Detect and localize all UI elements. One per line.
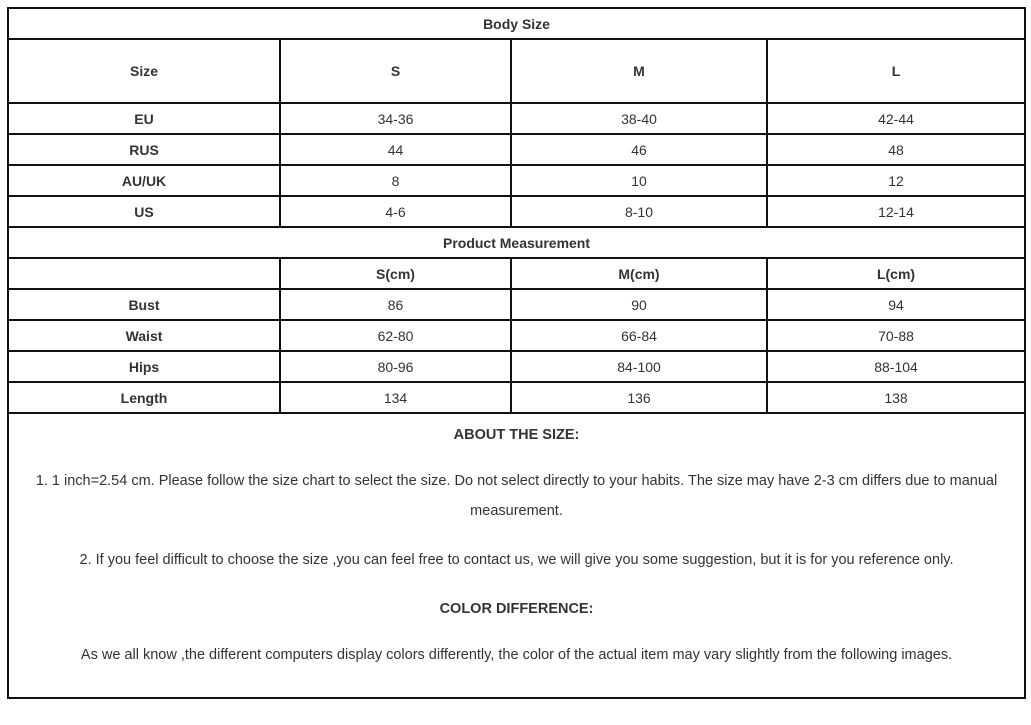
header-cell: Size (8, 39, 280, 103)
row-label: Hips (8, 351, 280, 382)
header-cell: M(cm) (511, 258, 767, 289)
table-cell: 88-104 (767, 351, 1025, 382)
table-cell: 90 (511, 289, 767, 320)
row-label: RUS (8, 134, 280, 165)
table-cell: 8 (280, 165, 511, 196)
table-cell: 12 (767, 165, 1025, 196)
header-cell: S (280, 39, 511, 103)
table-row (8, 320, 1025, 351)
table-cell: 42-44 (767, 103, 1025, 134)
body-size-header-row (8, 39, 1025, 103)
row-label: AU/UK (8, 165, 280, 196)
table-row (8, 196, 1025, 227)
table-cell: 62-80 (280, 320, 511, 351)
table-cell: 70-88 (767, 320, 1025, 351)
table-row (8, 134, 1025, 165)
header-cell: S(cm) (280, 258, 511, 289)
table-cell: 138 (767, 382, 1025, 413)
table-cell: 86 (280, 289, 511, 320)
table-cell: 34-36 (280, 103, 511, 134)
row-label: Bust (8, 289, 280, 320)
row-label: Waist (8, 320, 280, 351)
row-label: US (8, 196, 280, 227)
note-2: 2. If you feel difficult to choose the size ,you can feel free to contact us, we will give you some suggestion, but it is for you reference only. (79, 552, 954, 568)
table-cell: 8-10 (511, 196, 767, 227)
table-row (8, 103, 1025, 134)
product-header-row (8, 258, 1025, 289)
size-chart-table (7, 7, 1026, 699)
color-difference-heading: COLOR DIFFERENCE: (439, 601, 594, 617)
table-cell: 84-100 (511, 351, 767, 382)
table-cell: 46 (511, 134, 767, 165)
body-size-title: Body Size (8, 8, 1025, 39)
header-cell: M (511, 39, 767, 103)
table-cell: 80-96 (280, 351, 511, 382)
notes-section (8, 413, 1025, 698)
table-row (8, 351, 1025, 382)
table-row (8, 289, 1025, 320)
row-label: Length (8, 382, 280, 413)
table-cell: 94 (767, 289, 1025, 320)
table-cell: 44 (280, 134, 511, 165)
product-measurement-title: Product Measurement (8, 227, 1025, 258)
about-size-heading: ABOUT THE SIZE: (453, 427, 580, 443)
note-1: 1. 1 inch=2.54 cm. Please follow the size chart to select the size. Do not select directly to your habits. The size may have 2-3 cm differs due to manual measurement. (35, 473, 998, 519)
table-cell: 38-40 (511, 103, 767, 134)
row-label: EU (8, 103, 280, 134)
header-cell: L (767, 39, 1025, 103)
table-row (8, 165, 1025, 196)
table-cell: 4-6 (280, 196, 511, 227)
table-cell: 10 (511, 165, 767, 196)
header-cell (8, 258, 280, 289)
table-cell: 136 (511, 382, 767, 413)
header-cell: L(cm) (767, 258, 1025, 289)
table-cell: 66-84 (511, 320, 767, 351)
color-difference-text: As we all know ,the different computers display colors differently, the color of the actual item may vary slightly from the following images. (80, 647, 953, 663)
table-cell: 48 (767, 134, 1025, 165)
table-cell: 134 (280, 382, 511, 413)
table-cell: 12-14 (767, 196, 1025, 227)
table-row (8, 382, 1025, 413)
